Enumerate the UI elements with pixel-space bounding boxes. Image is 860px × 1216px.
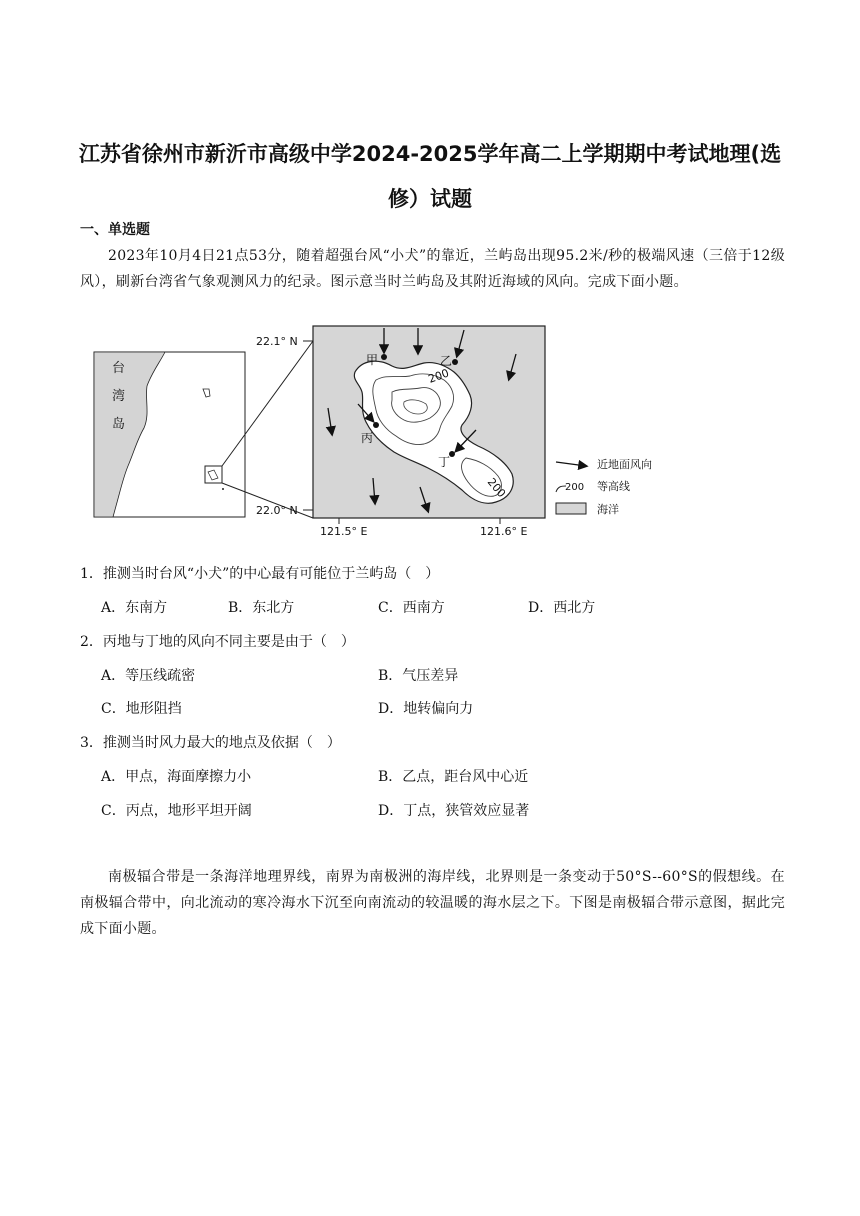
passage-antarctic-convergence: 南极辐合带是一条海洋地理界线，南界为南极洲的海岸线，北界则是一条变动于50°S--60°S的假想线。在南极辐合带中，向北流动的寒冷海水下沉至向南流动的较温暖的海水层之下。下图是南极辐合带示意图，据此完成下面小题。 <box>80 869 785 937</box>
latitude-top-label: 22.1° N <box>256 335 298 348</box>
inset-label-wan: 湾 <box>112 389 126 404</box>
question-1-option-c[interactable]: C．西南方 <box>378 600 445 616</box>
question-2-option-a[interactable]: A．等压线疏密 <box>101 668 196 684</box>
contour-label-200-southeast: 200 <box>484 475 509 501</box>
legend-contour-sample: 200 <box>565 482 585 493</box>
legend-contour-label: 等高线 <box>597 480 630 493</box>
inset-label-dao: 岛 <box>112 417 126 432</box>
latitude-bottom-label: 22.0° N <box>256 504 298 517</box>
document-title-line-1: 江苏省徐州市新沂市高级中学2024-2025学年高二上学期期中考试地理(选 <box>78 142 782 166</box>
legend-sea-label: 海洋 <box>597 503 619 516</box>
question-3-option-c[interactable]: C．丙点，地形平坦开阔 <box>101 803 252 819</box>
question-2-option-c[interactable]: C．地形阻挡 <box>101 701 182 717</box>
map-legend <box>556 457 652 516</box>
point-ding-label: 丁 <box>438 455 451 469</box>
question-2-option-d[interactable]: D．地转偏向力 <box>378 701 474 717</box>
longitude-right-label: 121.6° E <box>480 525 528 538</box>
question-2-stem: 2．丙地与丁地的风向不同主要是由于（ ） <box>80 634 355 650</box>
taiwan-inset-map <box>94 352 245 517</box>
passage-typhoon: 2023年10月4日21点53分，随着超强台风“小犬”的靠近，兰屿岛出现95.2米/秒的极端风速（三倍于12级风），刷新台湾省气象观测风力的纪录。图示意当时兰屿岛及其附近海域的风向。完成下面小题。 <box>80 248 785 290</box>
question-3-option-a[interactable]: A．甲点，海面摩擦力小 <box>101 769 252 785</box>
point-bing-label: 丙 <box>361 431 374 445</box>
point-jia-marker <box>381 354 387 360</box>
question-1-option-a[interactable]: A．东南方 <box>101 600 168 616</box>
lanyu-wind-map <box>0 0 860 560</box>
inset-label-tai: 台 <box>112 361 126 376</box>
question-1-option-b[interactable]: B．东北方 <box>228 600 295 616</box>
point-bing-marker <box>373 422 379 428</box>
point-yi-label: 乙 <box>440 354 453 368</box>
contour-label-200-north: 200 <box>426 366 451 386</box>
question-1-stem: 1．推测当时台风“小犬”的中心最有可能位于兰屿岛（ ） <box>80 566 440 582</box>
legend-wind-arrow <box>556 462 586 466</box>
section-heading: 一、单选题 <box>80 222 150 238</box>
question-2-option-b[interactable]: B．气压差异 <box>378 668 459 684</box>
longitude-left-label: 121.5° E <box>320 525 368 538</box>
question-1-option-d[interactable]: D．西北方 <box>528 600 596 616</box>
question-3-stem: 3．推测当时风力最大的地点及依据（ ） <box>80 735 341 751</box>
legend-wind-label: 近地面风向 <box>597 458 652 471</box>
point-jia-label: 甲 <box>366 353 379 367</box>
point-yi-marker <box>452 359 458 365</box>
question-3-option-b[interactable]: B．乙点，距台风中心近 <box>378 769 529 785</box>
legend-sea-swatch <box>556 503 586 514</box>
question-3-option-d[interactable]: D．丁点，狭管效应显著 <box>378 803 530 819</box>
document-title-line-2: 修）试题 <box>388 187 472 211</box>
